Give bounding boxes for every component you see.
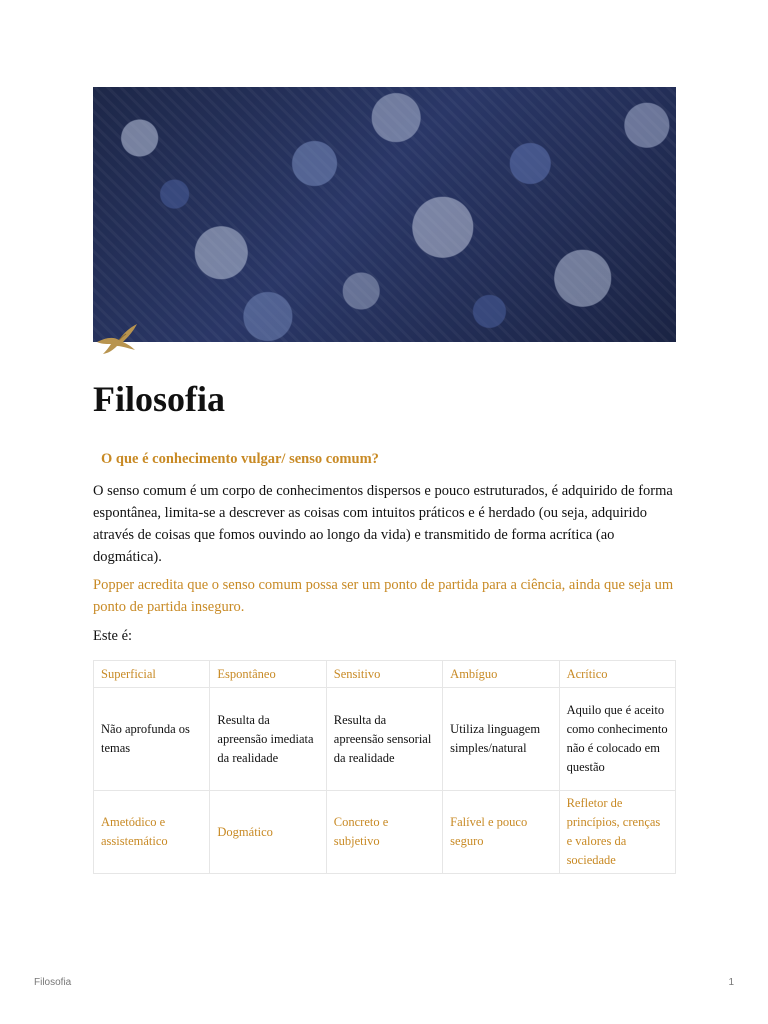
table-row bbox=[94, 791, 676, 874]
document-title: Filosofia bbox=[93, 379, 225, 419]
page-number: 1 bbox=[728, 977, 734, 988]
table-cell: Utiliza linguagem simples/natural bbox=[443, 688, 559, 791]
floral-banner-image bbox=[93, 87, 676, 342]
bird-icon bbox=[93, 320, 141, 356]
table-row bbox=[94, 688, 676, 791]
table-cell: Não aprofunda os temas bbox=[94, 688, 210, 791]
table-header-cell: Espontâneo bbox=[210, 661, 326, 688]
table-header-cell: Acrítico bbox=[559, 661, 675, 688]
table-cell: Falível e pouco seguro bbox=[443, 791, 559, 874]
table-cell: Resulta da apreensão sensorial da realidade bbox=[326, 688, 442, 791]
table-cell: Concreto e subjetivo bbox=[326, 791, 442, 874]
table-cell: Aquilo que é aceito como conhecimento não é colocado em questão bbox=[559, 688, 675, 791]
table-header-row bbox=[94, 661, 676, 688]
table-header-cell: Sensitivo bbox=[326, 661, 442, 688]
section-heading: O que é conhecimento vulgar/ senso comum? bbox=[101, 451, 379, 467]
table-cell: Ametódico e assistemático bbox=[94, 791, 210, 874]
table-cell: Refletor de princípios, crenças e valores da sociedade bbox=[559, 791, 675, 874]
paragraph-popper: Popper acredita que o senso comum possa ser um ponto de partida para a ciência, ainda que seja um ponto de partida inseguro. bbox=[93, 577, 674, 615]
paragraph-senso-comum: O senso comum é um corpo de conhecimentos dispersos e pouco estruturados, é adquirido de forma espontânea, limita-se a descrever as coisas com intuitos práticos e é herdado (ou seja, adquirido através de coisas que fomos ouvindo ao longo da vida) e transmitido de forma acrítica (ao dogmática). bbox=[93, 483, 673, 565]
table-cell: Resulta da apreensão imediata da realidade bbox=[210, 688, 326, 791]
footer-title: Filosofia bbox=[34, 977, 72, 988]
characteristics-table bbox=[93, 660, 676, 874]
table-cell: Dogmático bbox=[210, 791, 326, 874]
paragraph-este-e: Este é: bbox=[93, 628, 133, 644]
table-header-cell: Superficial bbox=[94, 661, 210, 688]
table-header-cell: Ambíguo bbox=[443, 661, 559, 688]
